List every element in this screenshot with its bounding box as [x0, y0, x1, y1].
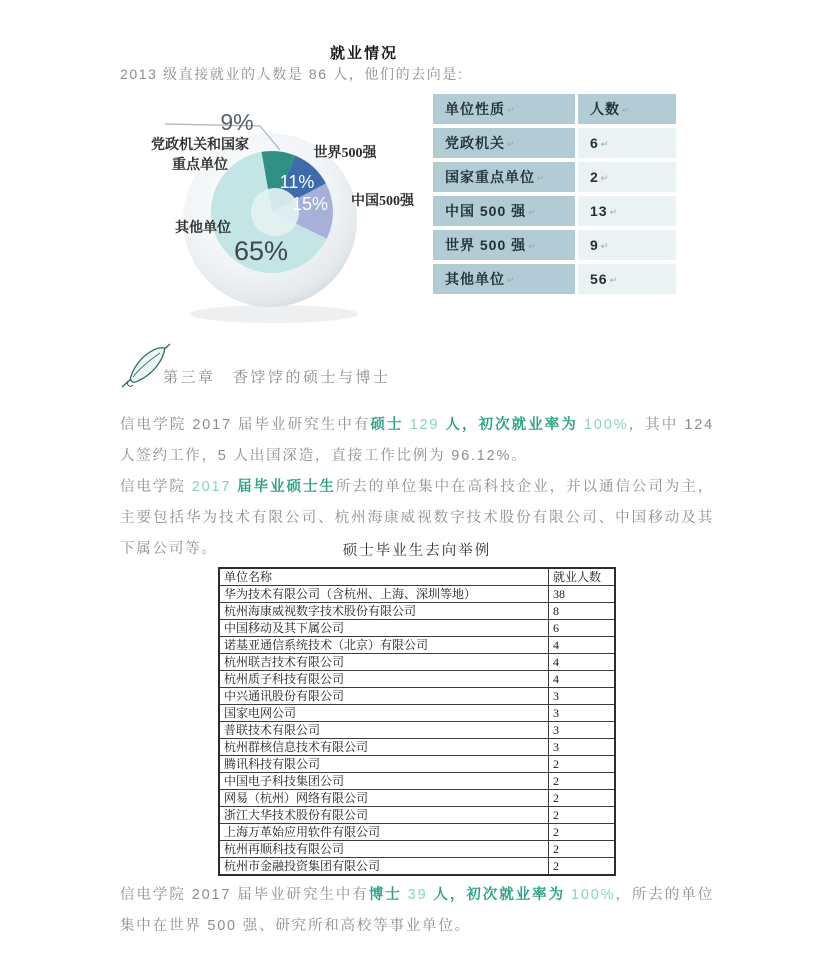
count-cell: 4 [549, 637, 616, 654]
table-row [219, 824, 615, 841]
text-segment: 博士 [368, 887, 408, 903]
text-segment: 2017 [191, 479, 238, 495]
table-row [219, 722, 615, 739]
company-cell: 杭州再顺科技有限公司 [219, 841, 549, 858]
table-row [219, 586, 615, 603]
table-row [219, 654, 615, 671]
table-row [433, 162, 676, 192]
company-cell: 中国电子科技集团公司 [219, 773, 549, 790]
table-cell: 中国 500 强 ↵ [433, 196, 575, 226]
paragraph-mark: ↵ [600, 173, 610, 183]
text-segment: 100% [565, 887, 616, 903]
paragraph-mark: ↵ [537, 173, 546, 183]
text-segment: 100% [577, 417, 629, 433]
table-row [433, 128, 676, 158]
count-cell: 3 [549, 722, 616, 739]
pie-label-other: 其他单位 [175, 221, 231, 236]
company-cell: 诺基亚通信系统技术（北京）有限公司 [219, 637, 549, 654]
destination-table [430, 90, 679, 298]
paragraph-mark: ↵ [600, 139, 610, 149]
pie-label-china500: 中国500强 [351, 194, 414, 209]
table-row [219, 620, 615, 637]
text-segment: 届毕业硕士生 [237, 479, 336, 495]
paragraph-mark: ↵ [507, 139, 516, 149]
table-row [433, 230, 676, 260]
paragraph-mark: ↵ [507, 275, 516, 285]
master-destination-table [218, 567, 616, 876]
company-cell: 单位名称 [219, 568, 549, 586]
intro-text: 2013 级直接就业的人数是 86 人，他们的去向是: [120, 66, 464, 82]
count-cell: 3 [549, 688, 616, 705]
text-segment: 信电学院 2017 届毕业研究生中有 [120, 417, 371, 433]
table-row [219, 773, 615, 790]
employment-pie-chart [120, 92, 450, 342]
count-cell: 4 [549, 654, 616, 671]
table-cell: 56 ↵ [578, 264, 676, 294]
count-cell: 2 [549, 756, 616, 773]
text-segment: 39 [407, 887, 434, 903]
company-cell: 国家电网公司 [219, 705, 549, 722]
paragraph-masters [120, 410, 714, 472]
table-cell: 国家重点单位 ↵ [433, 162, 575, 192]
paragraph-mark: ↵ [528, 241, 537, 251]
table-cell: 6 ↵ [578, 128, 676, 158]
company-cell: 浙江大华技术股份有限公司 [219, 807, 549, 824]
pie-pct-other: 65% [233, 236, 289, 266]
company-cell: 中国移动及其下属公司 [219, 620, 549, 637]
company-cell: 杭州市金融投资集团有限公司 [219, 858, 549, 876]
table-row [219, 756, 615, 773]
pie-label-gov-line1: 党政机关和国家 [151, 138, 249, 153]
company-cell: 华为技术有限公司（含杭州、上海、深圳等地） [219, 586, 549, 603]
count-cell: 2 [549, 773, 616, 790]
count-cell: 8 [549, 603, 616, 620]
count-cell: 4 [549, 671, 616, 688]
paragraph-mark: ↵ [622, 105, 631, 115]
text-segment: 129 [409, 417, 446, 433]
table-cell: 9 ↵ [578, 230, 676, 260]
company-cell: 杭州联吉技术有限公司 [219, 654, 549, 671]
pie-pct-gov: 9% [220, 109, 254, 135]
count-cell: 6 [549, 620, 616, 637]
table-row [219, 807, 615, 824]
pie-pct-world500: 11% [279, 172, 315, 192]
paragraph-mark: ↵ [609, 275, 619, 285]
company-cell: 腾讯科技有限公司 [219, 756, 549, 773]
table-cell: 单位性质 ↵ [433, 94, 575, 124]
count-cell: 2 [549, 858, 616, 876]
table-row [219, 858, 615, 876]
table-row [219, 637, 615, 654]
page-title: 就业情况 [329, 45, 398, 62]
chapter-heading: 第三章 香饽饽的硕士与博士 [163, 369, 391, 386]
table-cell: 党政机关 ↵ [433, 128, 575, 158]
table-row [219, 705, 615, 722]
table-cell: 13 ↵ [578, 196, 676, 226]
paragraph-mark: ↵ [609, 207, 619, 217]
count-cell: 2 [549, 824, 616, 841]
pie-pct-china500: 15% [291, 194, 329, 214]
text-segment: ，所去的单位集中在世界 500 强、研究所和高校等事业单位。 [120, 887, 714, 934]
pie-label-world500: 世界500强 [313, 146, 377, 161]
table-row [219, 790, 615, 807]
table-header-row [219, 568, 615, 586]
table-row [219, 688, 615, 705]
count-cell: 就业人数 [549, 568, 616, 586]
count-cell: 3 [549, 705, 616, 722]
table-cell: 其他单位 ↵ [433, 264, 575, 294]
table-row [219, 671, 615, 688]
company-cell: 杭州质子科技有限公司 [219, 671, 549, 688]
table-row [219, 841, 615, 858]
table-cell: 人数 ↵ [578, 94, 676, 124]
pie-shadow [190, 305, 358, 323]
count-cell: 3 [549, 739, 616, 756]
count-cell: 2 [549, 807, 616, 824]
company-cell: 杭州海康威视数字技术股份有限公司 [219, 603, 549, 620]
pie-chart-svg [120, 92, 450, 342]
pie-label-gov-line2: 重点单位 [172, 158, 228, 173]
company-cell: 普联技术有限公司 [219, 722, 549, 739]
text-segment: 信电学院 2017 届毕业研究生中有 [120, 887, 369, 903]
text-segment: 人，初次就业率为 [445, 417, 578, 433]
paragraph-mark: ↵ [528, 207, 537, 217]
text-segment: 信电学院 [120, 479, 192, 495]
count-cell: 2 [549, 790, 616, 807]
text-segment: 硕士 [370, 417, 410, 433]
paragraph-doctors [120, 880, 714, 942]
text-segment: 人，初次就业率为 [433, 887, 566, 903]
text-segment: 所去的单位集中在高科技企业，并以通信公司为主，主要包括华为技术有限公司、杭州海康威视数字技术股份有限公司、中国移动及其下属公司等。 [120, 479, 714, 557]
count-cell: 38 [549, 586, 616, 603]
paragraph-mark: ↵ [600, 241, 610, 251]
company-cell: 中兴通讯股份有限公司 [219, 688, 549, 705]
paragraph-mark: ↵ [507, 105, 516, 115]
table-row [433, 264, 676, 294]
table-cell: 世界 500 强 ↵ [433, 230, 575, 260]
table-row [219, 739, 615, 756]
count-cell: 2 [549, 841, 616, 858]
text-segment: ，其中 124 人签约工作，5 人出国深造，直接工作比例为 96.12%。 [120, 417, 715, 464]
master-table-title: 硕士毕业生去向举例 [342, 543, 492, 559]
table-header-row [433, 94, 676, 124]
company-cell: 网易（杭州）网络有限公司 [219, 790, 549, 807]
company-cell: 上海万革始应用软件有限公司 [219, 824, 549, 841]
company-cell: 杭州群核信息技术有限公司 [219, 739, 549, 756]
table-cell: 2 ↵ [578, 162, 676, 192]
table-row [219, 603, 615, 620]
table-row [433, 196, 676, 226]
